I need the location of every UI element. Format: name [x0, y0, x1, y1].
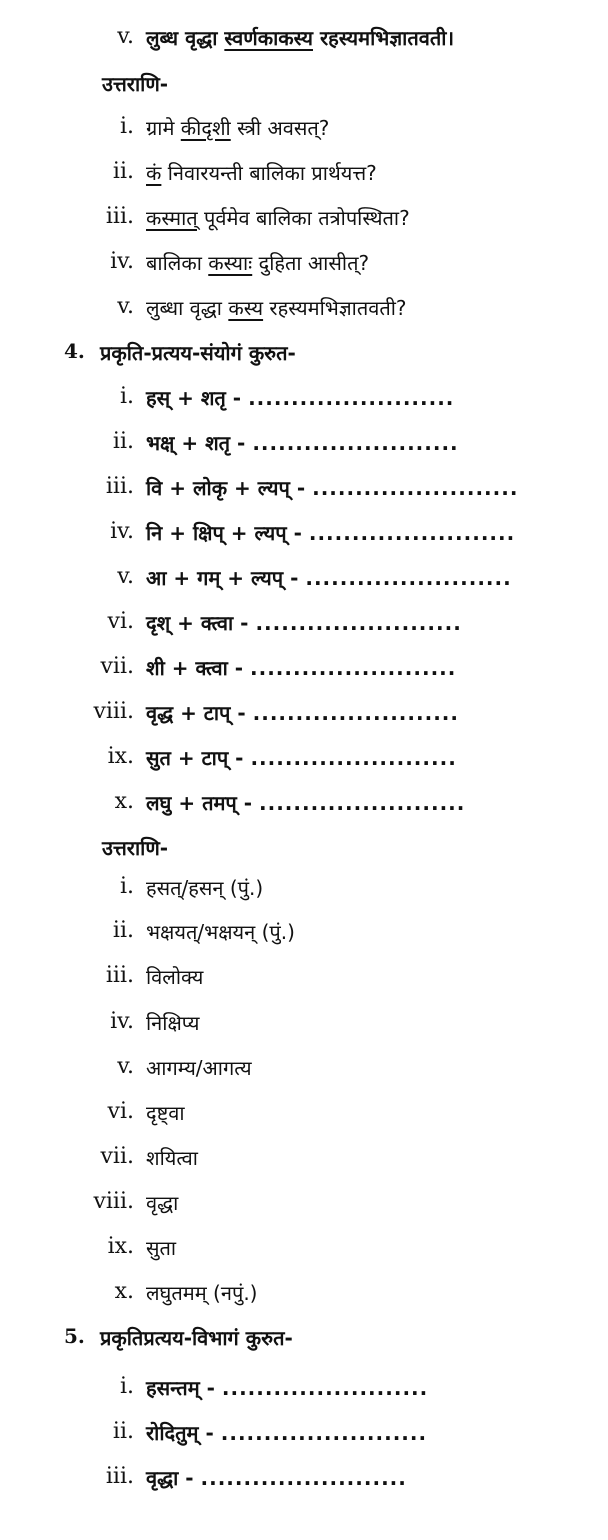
list-item: [0, 603, 608, 643]
text-segment: भक्ष् + शतृ -: [146, 431, 253, 455]
list-item: [0, 198, 608, 238]
item-number: x.: [114, 1279, 134, 1304]
item-number: v.: [117, 1054, 134, 1079]
list-item: [0, 423, 608, 463]
item-number: vi.: [107, 609, 134, 634]
list-item: [0, 1138, 608, 1178]
list-item: [0, 378, 608, 418]
item-number: iii.: [105, 1464, 134, 1489]
item-number: v.: [117, 24, 134, 49]
item-number: ii.: [112, 429, 134, 454]
item-text: [146, 114, 329, 141]
item-text: [146, 1054, 252, 1081]
answer-blank: ........................: [200, 1466, 407, 1490]
text-segment: बालिका: [146, 251, 209, 275]
text-segment: निवारयन्ती बालिका प्रार्थयत्त?: [161, 161, 377, 185]
list-item: [0, 1183, 608, 1223]
text-segment: शी + क्त्वा -: [146, 656, 251, 680]
text-segment: सुता: [146, 1236, 177, 1260]
answer-blank: ........................: [255, 611, 462, 635]
answers-heading-row: [0, 828, 608, 868]
list-item: [0, 738, 608, 778]
answers-heading-row: [0, 64, 608, 104]
text-segment: रहस्यमभिज्ञातवती?: [263, 296, 407, 320]
text-segment: वृद्धा -: [146, 1466, 201, 1490]
answer-blank: ........................: [308, 521, 516, 545]
item-text: [146, 1419, 427, 1446]
item-number: iii.: [105, 204, 134, 229]
text-segment: भक्षयत्/भक्षयन् (पुं.): [146, 920, 295, 944]
item-number: iv.: [110, 249, 134, 274]
item-number: ii.: [112, 918, 134, 943]
list-item: [0, 153, 608, 193]
item-text: [146, 744, 457, 771]
item-number: v.: [117, 564, 134, 589]
answer-blank: ........................: [252, 701, 459, 725]
item-text: [146, 384, 454, 411]
list-item: [0, 957, 608, 997]
item-text: [146, 1189, 178, 1216]
item-text: [146, 1374, 428, 1401]
item-number: vii.: [100, 654, 134, 679]
text-segment: हस् + शतृ -: [146, 386, 249, 410]
list-item: [0, 18, 608, 58]
list-item: [0, 1368, 608, 1408]
item-text: [146, 654, 456, 681]
item-number: i.: [119, 114, 134, 139]
text-segment: वि + लोकृ + ल्यप् -: [146, 476, 313, 500]
underlined-word: कस्मात्: [146, 206, 198, 230]
item-number: i.: [119, 384, 134, 409]
answer-blank: ........................: [220, 1421, 428, 1445]
answer-blank: ........................: [250, 746, 457, 770]
item-text: [146, 474, 518, 501]
list-item: [0, 1003, 608, 1043]
question-heading: प्रकृतिप्रत्यय-विभागं कुरुत-: [100, 1326, 293, 1350]
list-item: [0, 558, 608, 598]
item-text: [146, 609, 462, 636]
item-text: [146, 564, 512, 591]
underlined-word: स्वर्णकाकस्य: [224, 26, 313, 50]
list-item: [0, 783, 608, 823]
text-segment: ग्रामे: [146, 116, 181, 140]
item-text: [146, 294, 407, 321]
underlined-word: कस्याः: [208, 251, 253, 275]
item-text: [146, 1144, 198, 1171]
text-segment: दृष्ट्वा: [146, 1101, 185, 1125]
answers-heading: उत्तराणि-: [102, 72, 169, 96]
item-number: ix.: [107, 1234, 134, 1259]
item-text: [146, 874, 263, 901]
question-heading-row: [0, 333, 608, 373]
item-number: iii.: [105, 474, 134, 499]
item-text: [146, 519, 515, 546]
item-number: v.: [117, 294, 134, 319]
text-segment: लघु + तमप् -: [146, 791, 260, 815]
question-number: 5.: [64, 1324, 85, 1348]
item-text: [146, 1099, 185, 1126]
text-segment: निक्षिप्य: [146, 1011, 200, 1035]
text-segment: सुत + टाप् -: [146, 746, 251, 770]
item-text: [146, 918, 295, 945]
list-item: [0, 1273, 608, 1313]
item-number: iv.: [110, 1009, 134, 1034]
item-text: [146, 1234, 176, 1261]
answer-blank: ........................: [259, 791, 466, 815]
question-heading: प्रकृति-प्रत्यय-संयोगं कुरुत-: [100, 341, 296, 365]
item-number: ii.: [112, 159, 134, 184]
underlined-word: कं: [146, 161, 162, 185]
text-segment: शयित्वा: [146, 1146, 198, 1170]
underlined-word: कस्य: [228, 296, 264, 320]
text-segment: लघुतमम् (नपुं.): [146, 1281, 258, 1305]
item-number: vi.: [107, 1099, 134, 1124]
list-item: [0, 912, 608, 952]
item-number: x.: [114, 789, 134, 814]
list-item: [0, 1458, 608, 1498]
answers-heading: उत्तराणि-: [102, 836, 169, 860]
text-segment: विलोक्य: [146, 965, 204, 989]
list-item: [0, 513, 608, 553]
answer-blank: ........................: [248, 386, 455, 410]
question-number: 4.: [64, 339, 85, 363]
list-item: [0, 693, 608, 733]
item-text: [146, 1009, 199, 1036]
item-number: ii.: [112, 1419, 134, 1444]
text-segment: नि + क्षिप् + ल्यप् -: [146, 521, 309, 545]
answer-blank: ........................: [250, 656, 457, 680]
item-text: [146, 24, 454, 51]
text-segment: वृद्धा: [146, 1191, 179, 1215]
item-number: iii.: [105, 963, 134, 988]
text-segment: हसत्/हसन् (पुं.): [146, 876, 264, 900]
text-segment: लुब्ध वृद्धा: [146, 26, 225, 50]
list-item: [0, 1413, 608, 1453]
answer-blank: ........................: [221, 1376, 429, 1400]
answer-blank: ........................: [305, 566, 512, 590]
item-number: iv.: [110, 519, 134, 544]
text-segment: दुहिता आसीत्?: [252, 251, 370, 275]
item-text: [146, 1464, 407, 1491]
answer-blank: ........................: [252, 431, 459, 455]
text-segment: पूर्वमेव बालिका तत्रोपस्थिता?: [197, 206, 410, 230]
item-text: [146, 249, 369, 276]
item-number: ix.: [107, 744, 134, 769]
list-item: [0, 648, 608, 688]
list-item: [0, 468, 608, 508]
list-item: [0, 1048, 608, 1088]
item-text: [146, 204, 410, 231]
item-text: [146, 1279, 257, 1306]
item-text: [146, 963, 203, 990]
question-heading-row: [0, 1318, 608, 1358]
underlined-word: कीदृशी: [180, 116, 231, 140]
text-segment: आ + गम् + ल्यप् -: [146, 566, 306, 590]
list-item: [0, 1228, 608, 1268]
item-text: [146, 159, 377, 186]
item-number: i.: [119, 1374, 134, 1399]
text-segment: हसन्तम् -: [146, 1376, 222, 1400]
text-segment: आगम्य/आगत्य: [146, 1056, 252, 1080]
item-number: viii.: [93, 1189, 134, 1214]
list-item: [0, 108, 608, 148]
list-item: [0, 1093, 608, 1133]
item-number: i.: [119, 874, 134, 899]
text-segment: लुब्धा वृद्धा: [146, 296, 229, 320]
item-text: [146, 789, 465, 816]
text-segment: स्त्री अवसत्?: [230, 116, 330, 140]
text-segment: दृश् + क्त्वा -: [146, 611, 256, 635]
list-item: [0, 288, 608, 328]
item-text: [146, 429, 459, 456]
list-item: [0, 243, 608, 283]
list-item: [0, 868, 608, 908]
item-number: vii.: [100, 1144, 134, 1169]
text-segment: वृद्ध + टाप् -: [146, 701, 253, 725]
text-segment: रोदितुम् -: [146, 1421, 221, 1445]
text-segment: रहस्यमभिज्ञातवती।: [313, 26, 455, 50]
item-number: viii.: [93, 699, 134, 724]
item-text: [146, 699, 459, 726]
answer-blank: ........................: [312, 476, 519, 500]
